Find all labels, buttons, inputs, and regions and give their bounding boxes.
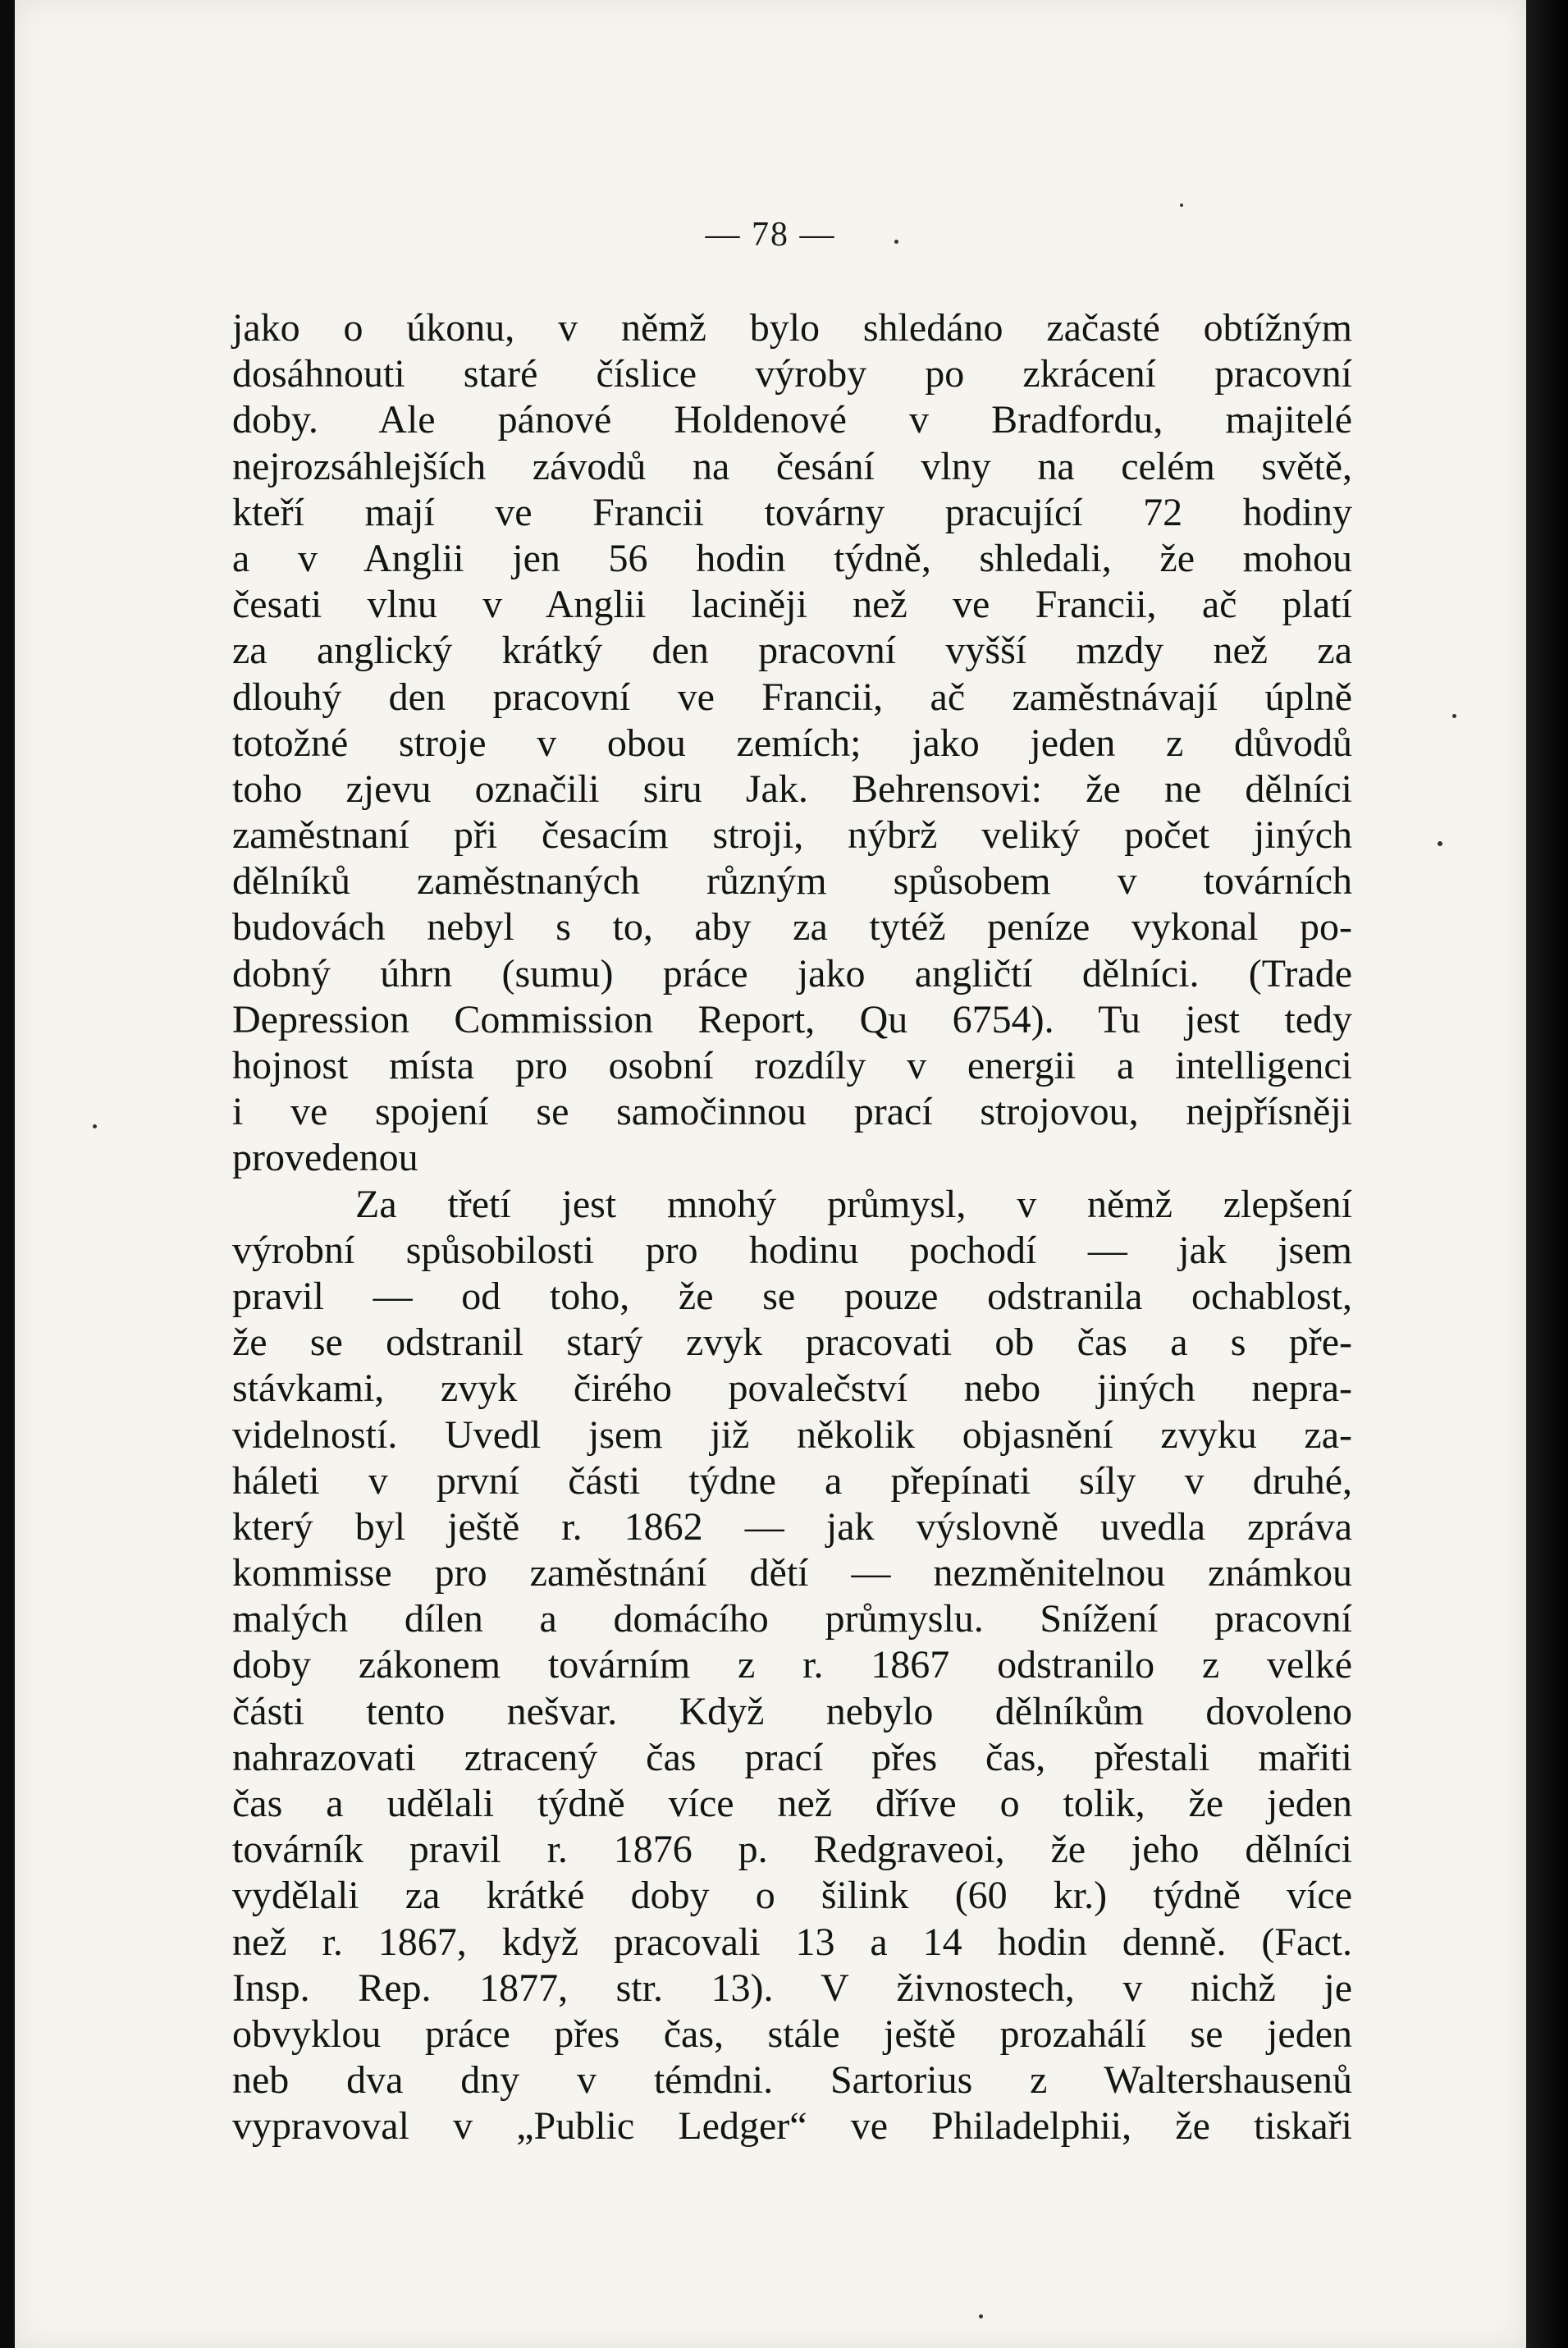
text-line: pravil — od toho, že se pouze odstranila ochablost, [232,1274,1352,1318]
text-line: toho zjevu označili siru Jak. Behrensovi: že ne dělníci [232,767,1352,811]
text-line: doby. Ale pánové Holdenové v Bradfordu, majitelé [232,398,1352,442]
text-line: neb dva dny v témdni. Sartorius z Waltershausenů [232,2058,1352,2103]
text-line: kommisse pro zaměstnání dětí — nezměnitelnou známkou [232,1551,1352,1595]
text-line: doby zákonem továrním z r. 1867 odstranilo z velké [232,1643,1352,1687]
text-line: dosáhnouti staré číslice výroby po zkrácení pracovní [232,352,1352,396]
book-page [15,0,1526,2348]
scan-speck [979,2314,983,2318]
text-line: vydělali za krátké doby o šilink (60 kr.) týdně více [232,1874,1352,1918]
text-line: provedenou [232,1136,418,1180]
text-line: který byl ještě r. 1862 — jak výslovně uvedla zpráva [232,1504,1352,1549]
scan-speck [1438,841,1442,846]
text-line: čas a udělali týdně více než dříve o tolik, že jeden [232,1782,1352,1825]
scan-speck [894,240,898,244]
text-line: že se odstranil starý zvyk pracovati ob čas a s pře- [232,1320,1352,1365]
text-line: obvyklou práce přes čas, stále ještě prozahálí se jeden [232,2012,1352,2056]
text-line: a v Anglii jen 56 hodin týdně, shledali, že mohou [232,536,1352,580]
text-line: kteří mají ve Francii továrny pracující 72 hodiny [232,490,1352,534]
text-line: i ve spojení se samočinnou prací strojovou, nejpřísněji [232,1090,1352,1134]
text-line: zaměstnaní při česacím stroji, nýbrž veliký počet jiných [232,813,1352,858]
text-line: než r. 1867, když pracovali 13 a 14 hodin denně. (Fact. [232,1920,1352,1964]
text-line: česati vlnu v Anglii laciněji než ve Francii, ač platí [232,583,1352,627]
scan-edge-shadow [1526,0,1568,2348]
text-line: dlouhý den pracovní ve Francii, ač zaměstnávají úplně [232,675,1352,719]
text-line: nejrozsáhlejších závodů na česání vlny na celém světě, [232,444,1352,488]
text-line: dobný úhrn (sumu) práce jako angličtí dělníci. (Trade [232,951,1352,995]
paragraph-2 [232,1182,1352,2150]
scan-speck [93,1124,97,1128]
text-line: stávkami, zvyk čirého povalečství nebo jiných nepra- [232,1366,1352,1411]
text-line: části tento nešvar. Když nebylo dělníkům dovoleno [232,1689,1352,1733]
text-line: malých dílen a domácího průmyslu. Snížení pracovní [232,1597,1352,1641]
text-line: hojnost místa pro osobní rozdíly v energii a intelligenci [232,1044,1352,1087]
text-line: vypravoval v „Public Ledger“ ve Philadelphii, že tiskaři [232,2104,1352,2149]
text-line: nahrazovati ztracený čas prací přes čas, přestali mařiti [232,1735,1352,1779]
text-line: Za třetí jest mnohý průmysl, v němž zlepšení [355,1182,1352,1226]
body-text [232,305,1352,2150]
text-line: jako o úkonu, v němž bylo shledáno začasté obtížným [232,306,1352,350]
text-line: dělníků zaměstnaných různým spůsobem v továrních [232,859,1352,904]
text-line: budovách nebyl s to, aby za tytéž peníze vykonal po- [232,905,1352,950]
page-number: — 78 — [705,216,836,254]
text-line: výrobní spůsobilosti pro hodinu pochodí — jak jsem [232,1228,1352,1272]
text-line: totožné stroje v obou zemích; jako jeden z důvodů [232,721,1352,765]
scan-speck [1180,204,1183,207]
text-line: háleti v první části týdne a přepínati síly v druhé, [232,1458,1352,1503]
text-line: videlností. Uvedl jsem již několik objasnění zvyku za- [232,1412,1352,1457]
text-line: za anglický krátký den pracovní vyšší mzdy než za [232,629,1352,673]
scan-speck [1452,714,1456,718]
text-line: Depression Commission Report, Qu 6754). Tu jest tedy [232,997,1352,1041]
text-line: továrník pravil r. 1876 p. Redgraveoi, že jeho dělníci [232,1828,1352,1872]
text-line: Insp. Rep. 1877, str. 13). V živnostech, v nichž je [232,1966,1352,2010]
paragraph-1 [232,305,1352,1182]
